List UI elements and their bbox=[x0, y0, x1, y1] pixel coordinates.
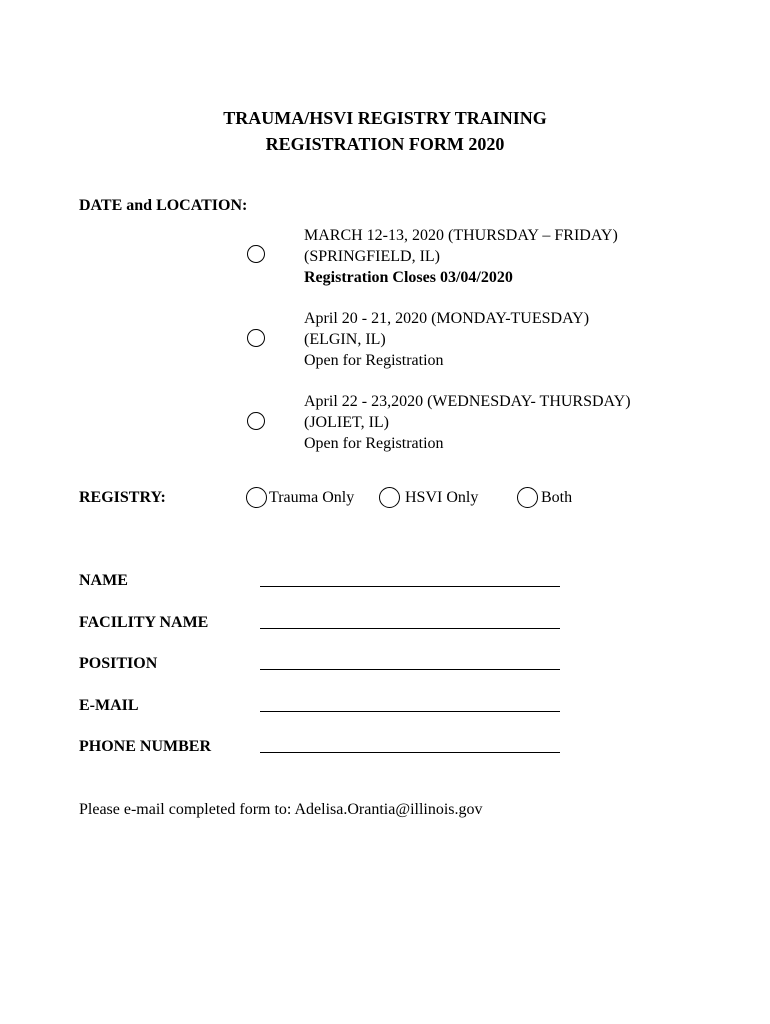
date-option-elgin-radio[interactable] bbox=[247, 329, 265, 347]
registry-trauma-label[interactable]: Trauma Only bbox=[269, 489, 355, 506]
email-label: E-MAIL bbox=[79, 697, 139, 714]
registry-both-radio[interactable] bbox=[517, 487, 538, 508]
date-option-elgin bbox=[304, 308, 589, 371]
date-location-label: DATE and LOCATION: bbox=[79, 197, 248, 214]
date-option-dates: April 22 - 23,2020 (WEDNESDAY- THURSDAY) bbox=[304, 393, 631, 410]
registry-trauma-radio[interactable] bbox=[246, 487, 267, 508]
date-option-location: (ELGIN, IL) bbox=[304, 331, 386, 348]
registry-hsvi-label[interactable]: HSVI Only bbox=[405, 489, 479, 506]
email-field[interactable] bbox=[260, 711, 560, 712]
name-field[interactable] bbox=[260, 586, 560, 587]
position-label: POSITION bbox=[79, 655, 158, 672]
date-option-dates: April 20 - 21, 2020 (MONDAY-TUESDAY) bbox=[304, 310, 590, 327]
date-option-joliet bbox=[304, 391, 631, 454]
facility-name-field[interactable] bbox=[260, 628, 560, 629]
date-option-springfield-radio[interactable] bbox=[247, 245, 265, 263]
date-option-joliet-radio[interactable] bbox=[247, 412, 265, 430]
facility-name-label: FACILITY NAME bbox=[79, 614, 209, 631]
date-option-location: (JOLIET, IL) bbox=[304, 414, 389, 431]
position-field[interactable] bbox=[260, 669, 560, 670]
date-option-status: Open for Registration bbox=[304, 352, 444, 369]
phone-number-label: PHONE NUMBER bbox=[79, 738, 211, 755]
date-option-status: Open for Registration bbox=[304, 435, 444, 452]
date-option-springfield bbox=[304, 225, 618, 288]
registry-label: REGISTRY: bbox=[79, 489, 166, 506]
phone-number-field[interactable] bbox=[260, 752, 560, 753]
registry-both-label[interactable]: Both bbox=[541, 489, 573, 506]
date-option-status: Registration Closes 03/04/2020 bbox=[304, 269, 513, 286]
date-option-location: (SPRINGFIELD, IL) bbox=[304, 248, 440, 265]
date-option-dates: MARCH 12-13, 2020 (THURSDAY – FRIDAY) bbox=[304, 227, 618, 244]
name-label: NAME bbox=[79, 572, 128, 589]
form-title-line2: REGISTRATION FORM 2020 bbox=[265, 134, 505, 154]
registry-hsvi-radio[interactable] bbox=[379, 487, 400, 508]
submission-note: Please e-mail completed form to: Adelisa.Orantia@illinois.gov bbox=[79, 801, 483, 818]
form-title-line1: TRAUMA/HSVI REGISTRY TRAINING bbox=[223, 108, 547, 128]
